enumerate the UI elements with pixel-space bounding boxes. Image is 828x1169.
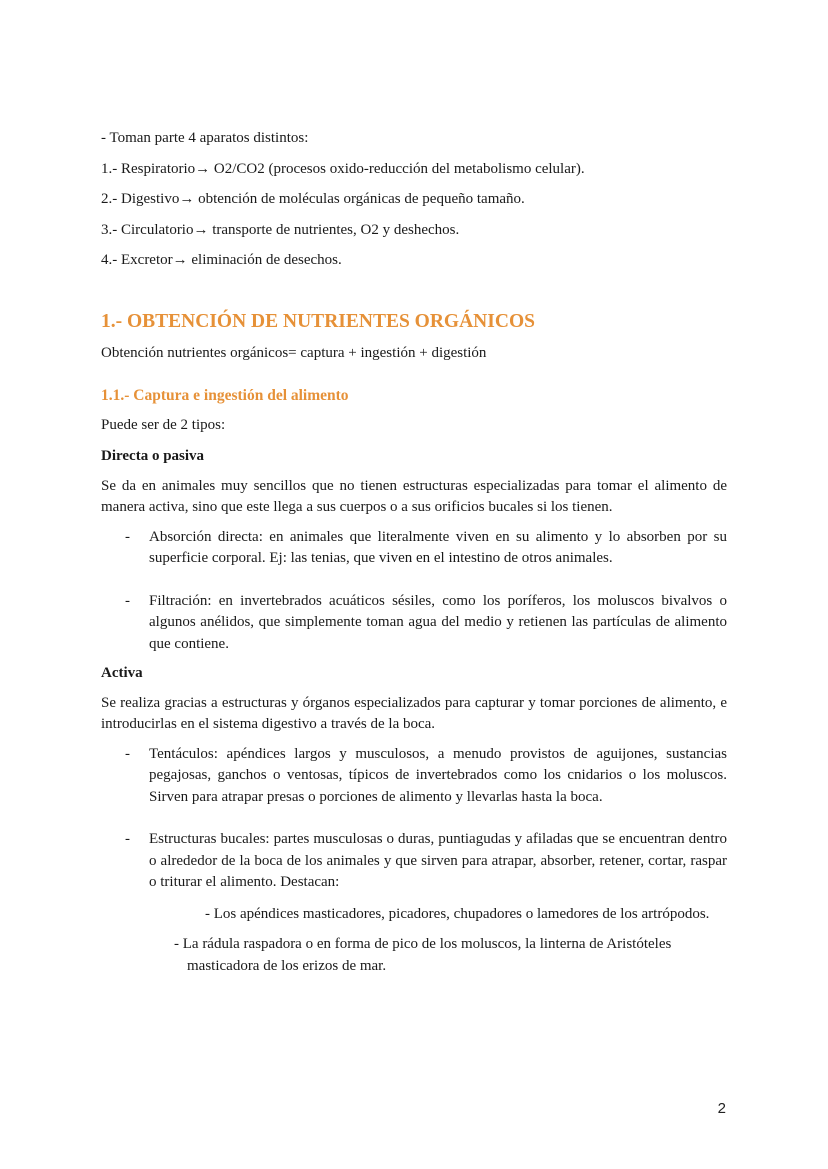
sub-item-moluscos: - La rádula raspadora o en forma de pico de los moluscos, la linterna de Aristóteles masticadora de los erizos de mar.: [174, 936, 672, 974]
bullet-marker: -: [125, 528, 130, 545]
list-item-text: Absorción directa: en animales que literalmente viven en su alimento y lo absorben por su superficie corporal. Ej: las tenias, que viven en el intestino de otros animales.: [149, 528, 727, 566]
section-1-formula: Obtención nutrientes orgánicos= captura + ingestión + digestión: [101, 345, 487, 361]
list-item-text: Filtración: en invertebrados acuáticos sésiles, como los poríferos, los moluscos bivalvos o algunos anélidos, que simplemente toman agua del medio y retienen las partículas de alimento que contiene.: [149, 592, 727, 652]
section-1-1-heading: 1.1.- Captura e ingestión del alimento: [101, 386, 349, 404]
document-page: [101, 128, 727, 977]
intro-item-respiratorio: 1.- Respiratorio→ O2/CO2 (procesos oxido-reducción del metabolismo celular).: [101, 160, 585, 177]
activa-description: Se realiza gracias a estructuras y órganos especializados para capturar y tomar porciones de alimento, e introducirlas en el sistema digestivo a través de la boca.: [101, 694, 727, 732]
list-item: [101, 829, 727, 894]
intro-block: [101, 128, 727, 270]
intro-item-circulatorio: 3.- Circulatorio→ transporte de nutrientes, O2 y deshechos.: [101, 221, 460, 238]
sub-item-artropodos: - Los apéndices masticadores, picadores, chupadores o lamedores de los artrópodos.: [205, 905, 710, 922]
directa-list: [101, 527, 727, 656]
directa-title: Directa o pasiva: [101, 448, 205, 464]
bullet-marker: -: [125, 831, 130, 847]
list-item: [101, 744, 727, 809]
section-1-heading: 1.- OBTENCIÓN DE NUTRIENTES ORGÁNICOS: [101, 311, 535, 332]
section-1-1-lead: Puede ser de 2 tipos:: [101, 416, 226, 433]
bullet-marker: -: [125, 592, 130, 609]
activa-title: Activa: [101, 665, 143, 681]
intro-item-digestivo: 2.- Digestivo→ obtención de moléculas orgánicas de pequeño tamaño.: [101, 191, 525, 207]
activa-list: [101, 744, 727, 894]
intro-lead: - Toman parte 4 aparatos distintos:: [101, 130, 309, 146]
list-item: [101, 591, 727, 656]
list-item-text: Tentáculos: apéndices largos y musculosos, a menudo provistos de aguijones, sustancias pegajosas, ganchos o ventosas, típicos de invertebrados como los cnidarios o los moluscos. Sirven para atrapar presas o porciones de alimento y llevarlas hasta la boca.: [149, 745, 727, 805]
list-item: [101, 527, 727, 570]
intro-item-excretor: 4.- Excretor→ eliminación de desechos.: [101, 252, 342, 268]
page-number: 2: [717, 1100, 726, 1117]
directa-description: Se da en animales muy sencillos que no tienen estructuras especializadas para tomar el alimento de manera activa, sino que este llega a sus cuerpos o a sus orificios bucales si los tienen.: [101, 477, 727, 515]
list-item-text: Estructuras bucales: partes musculosas o duras, puntiagudas y afiladas que se encuentran dentro o alrededor de la boca de los animales y que sirven para atrapar, absorber, retener, cortar, raspar o triturar el alimento. Destacan:: [149, 831, 727, 890]
bullet-marker: -: [125, 745, 130, 762]
